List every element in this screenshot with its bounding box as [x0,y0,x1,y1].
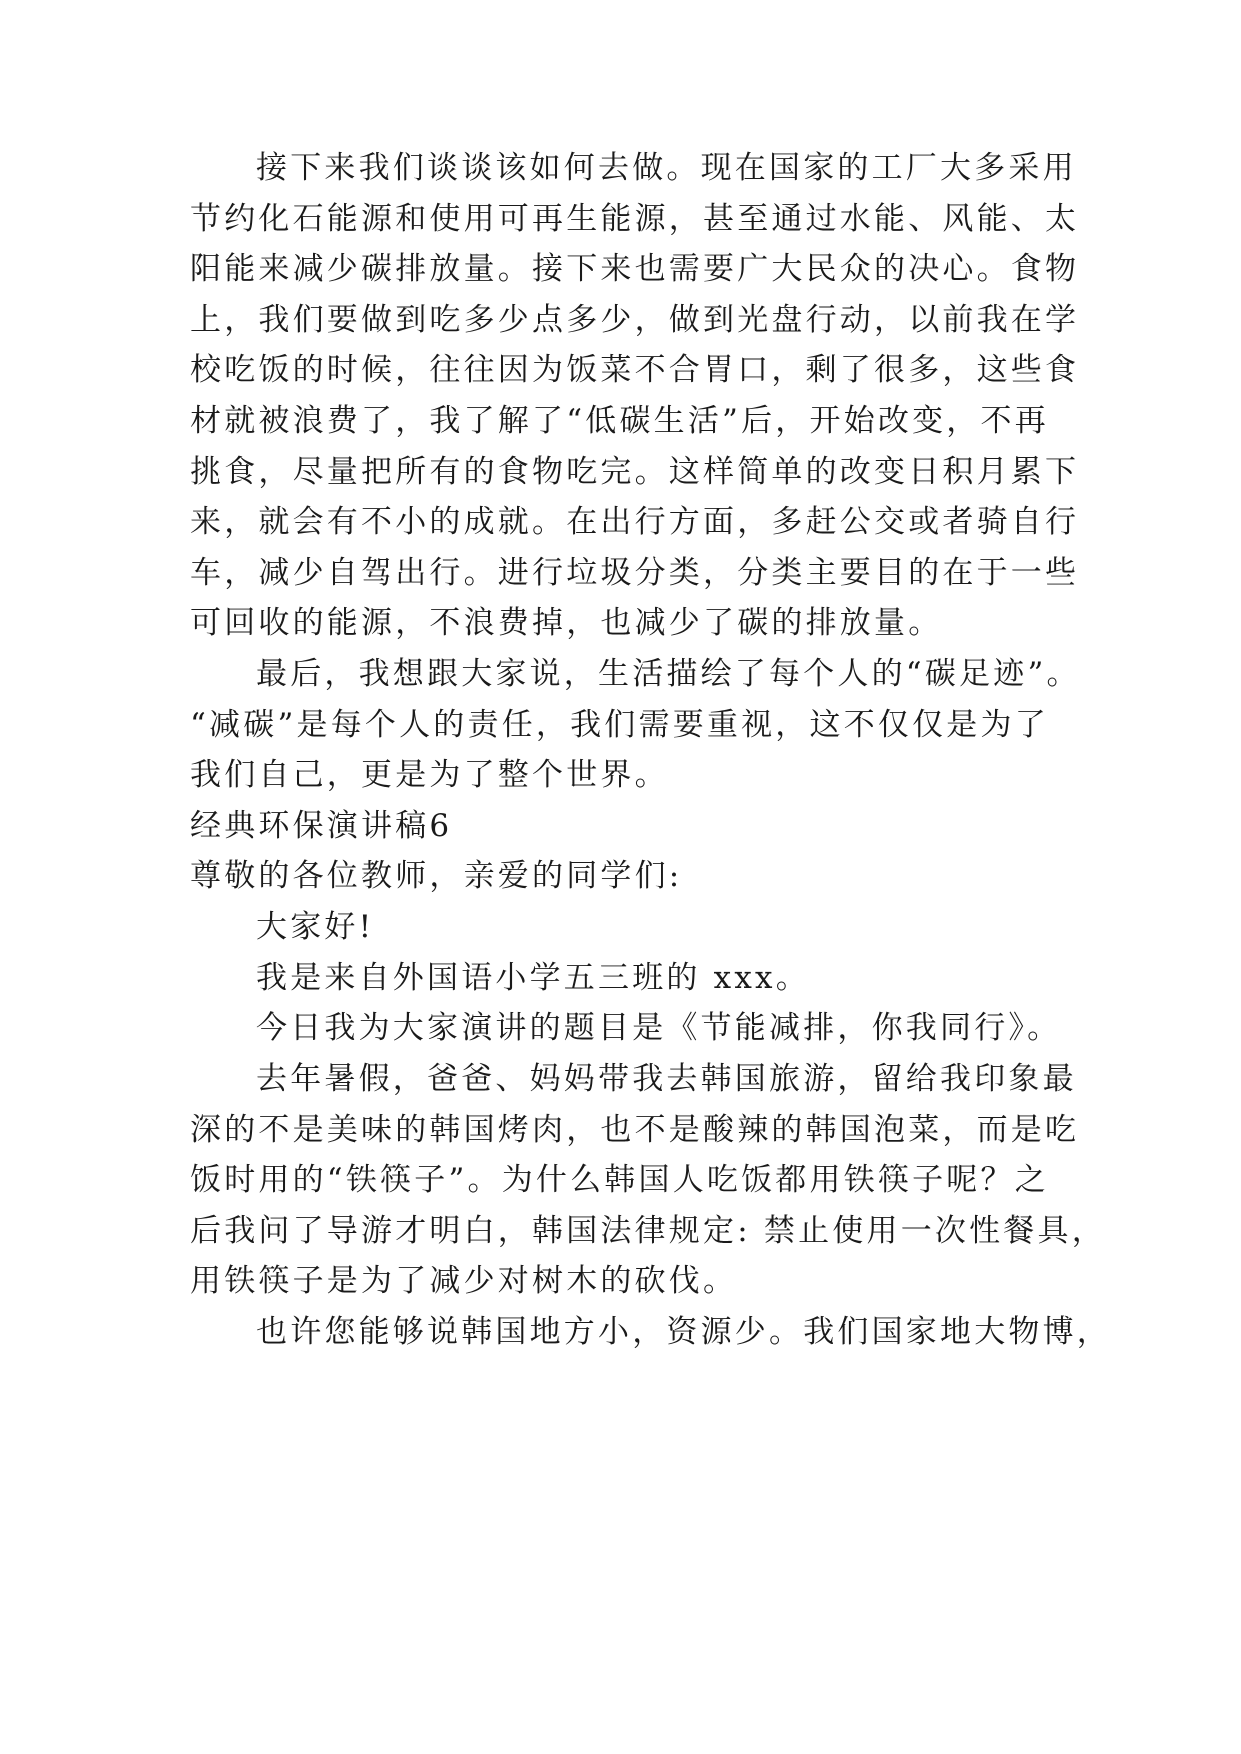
text-line: 可回收的能源，不浪费掉，也减少了碳的排放量。 [190,605,943,641]
text-line: 阳能来减少碳排放量。接下来也需要广大民众的决心。食物 [190,251,1080,287]
text-line: 校吃饭的时候，往往因为饭菜不合胃口，剩了很多，这些食 [190,352,1080,388]
text-line: 车，减少自驾出行。进行垃圾分类，分类主要目的在于一些 [190,555,1080,591]
text-line: “减碳”是每个人的责任，我们需要重视，这不仅仅是为了 [190,707,1049,743]
text-line: 我们自己，更是为了整个世界。 [190,757,669,793]
greeting: 大家好! [256,909,375,945]
text-line: 用铁筷子是为了减少对树木的砍伐。 [190,1263,738,1299]
section-heading: 经典环保演讲稿6 [190,808,453,844]
text-line: 我是来自外国语小学五三班的 xxx。 [256,960,810,996]
salutation: 尊敬的各位教师，亲爱的同学们: [190,858,683,894]
text-line: 来，就会有不小的成就。在出行方面，多赶公交或者骑自行 [190,504,1080,540]
text-line: 去年暑假，爸爸、妈妈带我去韩国旅游，留给我印象最 [256,1061,1077,1097]
text-line: 深的不是美味的韩国烤肉，也不是酸辣的韩国泡菜，而是吃 [190,1112,1080,1148]
text-line: 接下来我们谈谈该如何去做。现在国家的工厂大多采用 [256,150,1077,186]
text-line: 材就被浪费了，我了解了“低碳生活”后，开始改变，不再 [190,403,1049,439]
text-line: 节约化石能源和使用可再生能源，甚至通过水能、风能、太 [190,201,1080,237]
text-line: 今日我为大家演讲的题目是《节能减排，你我同行》。 [256,1010,1062,1046]
text-line: 也许您能够说韩国地方小，资源少。我们国家地大物博， [256,1314,1111,1350]
text-line: 挑食，尽量把所有的食物吃完。这样简单的改变日积月累下 [190,454,1080,490]
text-line: 最后，我想跟大家说，生活描绘了每个人的“碳足迹”。 [256,656,1081,692]
text-line: 饭时用的“铁筷子”。为什么韩国人吃饭都用铁筷子呢？之 [190,1162,1049,1198]
text-line: 上，我们要做到吃多少点多少，做到光盘行动，以前我在学 [190,302,1080,338]
text-line: 后我问了导游才明白，韩国法律规定: 禁止使用一次性餐具， [190,1213,1106,1249]
